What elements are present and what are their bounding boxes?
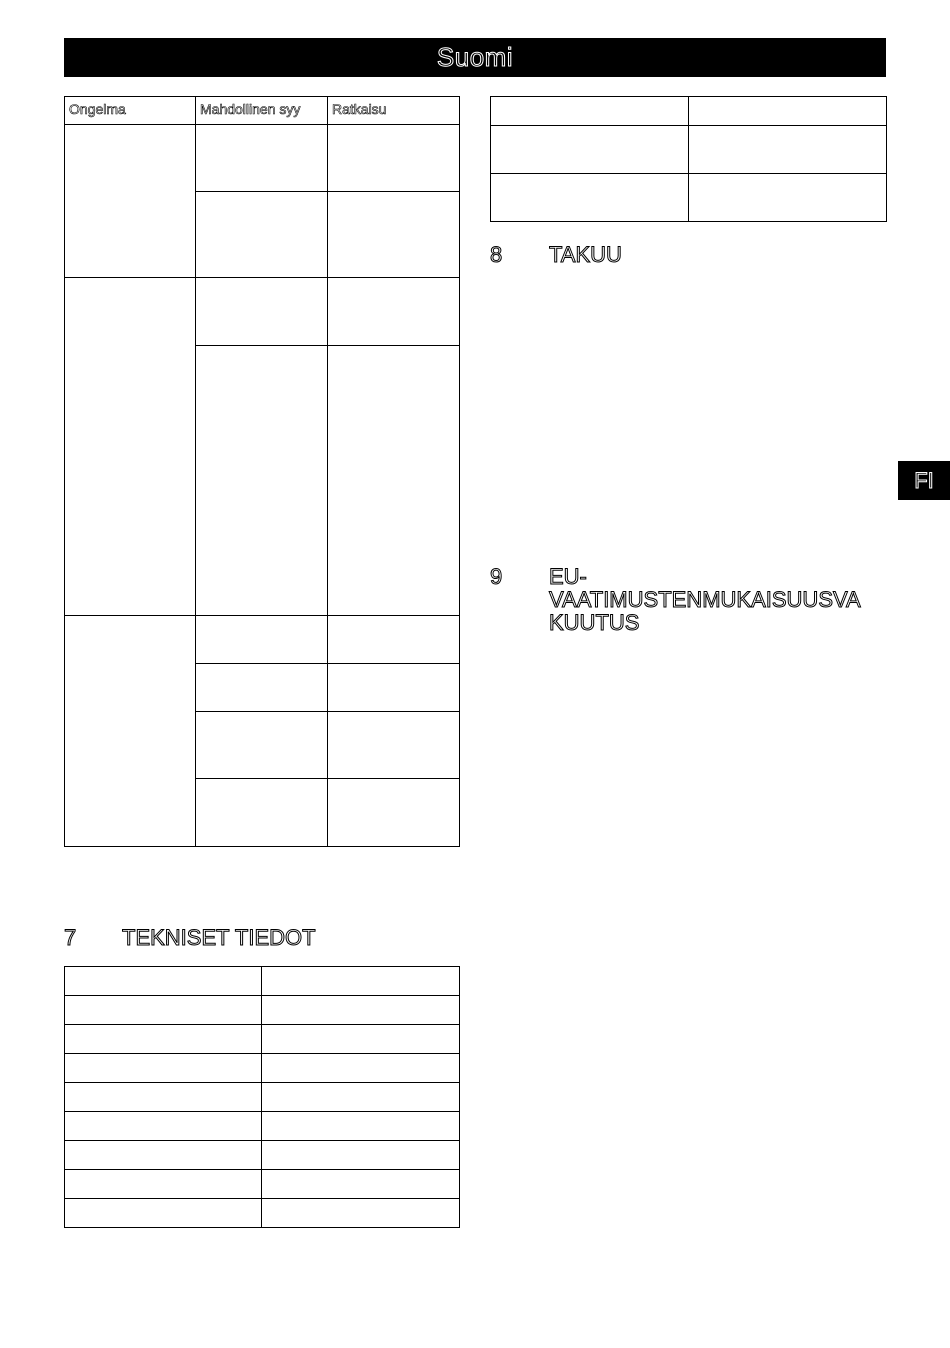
table-cell [65,616,196,847]
language-tab [898,461,950,500]
table-cell [196,125,328,192]
table-cell [328,278,460,346]
table-cell [65,1112,262,1141]
table-cell [65,1199,262,1228]
table-cell [262,1199,460,1228]
table-cell [262,1025,460,1054]
table-cell [262,996,460,1025]
table-cell [65,996,262,1025]
table-cell [65,1083,262,1112]
section-title: TEKNISET TIEDOT [122,925,316,950]
specifications-table [64,966,460,1228]
table-cell [689,126,887,174]
table-cell [65,1025,262,1054]
table-cell [65,125,196,278]
table-cell [65,967,262,996]
section-heading-warranty [490,243,886,267]
section-heading-conformity [490,565,886,635]
table-cell [328,346,460,616]
table-cell [196,192,328,278]
column-header-cause: Mahdollinen syy [196,97,328,125]
table-cell [196,712,328,779]
section-number: 9 [490,564,503,589]
table-cell [491,174,689,222]
table-cell [65,1054,262,1083]
table-cell [328,616,460,664]
troubleshooting-table [64,96,460,847]
table-cell [689,174,887,222]
table-cell [65,1170,262,1199]
table-cell [328,712,460,779]
section-title: TAKUU [549,242,622,267]
column-header-problem: Ongelma [65,97,196,125]
table-cell [196,278,328,346]
table-cell [689,97,887,126]
table-cell [491,126,689,174]
section-title-line: EU- [549,564,587,589]
table-cell [328,125,460,192]
table-cell [262,1141,460,1170]
table-cell [196,346,328,616]
table-cell [262,1083,460,1112]
table-cell [196,664,328,712]
table-cell [328,779,460,847]
section-number: 8 [490,242,503,267]
table-cell [65,278,196,616]
table-cell [196,779,328,847]
table-cell [65,1141,262,1170]
table-cell [262,1112,460,1141]
section-heading-technical [64,926,459,950]
table-cell [262,1170,460,1199]
troubleshooting-table-continued [490,96,887,222]
language-tab-label: FI [914,467,934,493]
table-cell [328,192,460,278]
language-banner [64,38,886,77]
table-cell [196,616,328,664]
table-cell [491,97,689,126]
column-header-solution: Ratkaisu [328,97,460,125]
section-title-line: VAATIMUSTENMUKAISUUSVA [549,587,861,612]
table-cell [262,967,460,996]
section-title-line: KUUTUS [549,610,640,635]
section-number: 7 [64,925,77,950]
page-title: Suomi [436,42,514,72]
table-cell [328,664,460,712]
table-cell [262,1054,460,1083]
